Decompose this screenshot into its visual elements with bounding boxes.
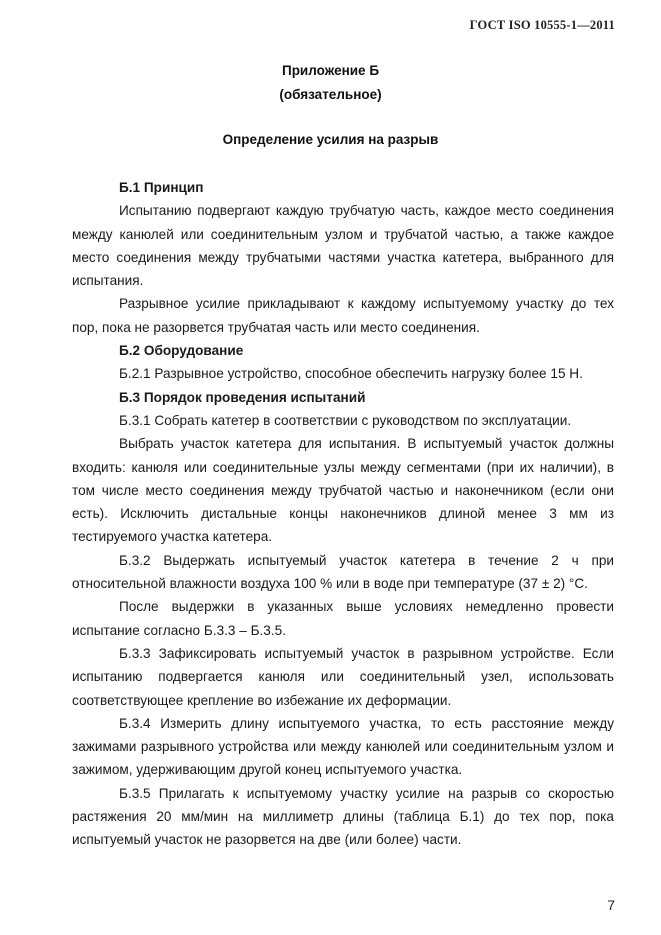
paragraph: Б.2.1 Разрывное устройство, способное обеспечить нагрузку более 15 Н. — [119, 366, 583, 382]
paragraph: Б.3.5 Прилагать к испытуемому участку усилие на разрыв со скоростью растяжения 20 мм/мин на миллиметр длины (таблица Б.1) до тех пор, пока испытуемый участок не разорвется на две (или более) части. — [72, 785, 614, 848]
paragraph: После выдержки в указанных выше условиях немедленно провести испытание согласно Б.3.3 – Б.3.5. — [72, 599, 614, 638]
document-body — [72, 176, 614, 852]
paragraph: Испытанию подвергают каждую трубчатую часть, каждое место соединения между канюлей или соединительным узлом и трубчатой частью, а также каждое место соединения между трубчатыми частями участка катетера, выбранного для испытания. — [72, 203, 614, 289]
appendix-title: Приложение Б — [281, 63, 380, 78]
section-heading-equipment: Б.2 Оборудование — [119, 343, 244, 359]
appendix-status: (обязательное) — [279, 87, 382, 102]
section-heading-procedure: Б.3 Порядок проведения испытаний — [119, 389, 366, 405]
paragraph: Б.3.4 Измерить длину испытуемого участка, то есть расстояние между зажимами разрывного устройства или между канюлей или соединительным узлом и зажимом, удерживающим другой конец испытуемого участка. — [72, 715, 614, 778]
page-number: 7 — [607, 897, 615, 913]
paragraph: Б.3.3 Зафиксировать испытуемый участок в разрывном устройстве. Если испытанию подвергается канюля или соединительный узел, использовать соответствующее крепление во избежание их деформации. — [72, 645, 614, 708]
paragraph: Выбрать участок катетера для испытания. В испытуемый участок должны входить: канюля или соединительные узлы между сегментами (при их наличии), в том числе место соединения между трубчатой частью и наконечником (если они есть). Исключить дистальные концы наконечников длиной менее 3 мм из тестируемого участка катетера. — [72, 436, 614, 545]
standard-code: ГОСТ ISO 10555-1—2011 — [469, 18, 615, 32]
section-heading-principle: Б.1 Принцип — [119, 180, 204, 195]
paragraph: Разрывное усилие прикладывают к каждому испытуемому участку до тех пор, пока не разорвется трубчатая часть или место соединения. — [72, 296, 614, 335]
appendix-subject: Определение усилия на разрыв — [222, 132, 439, 147]
paragraph: Б.3.1 Собрать катетер в соответствии с руководством по эксплуатации. — [119, 412, 572, 428]
paragraph: Б.3.2 Выдержать испытуемый участок катетера в течение 2 ч при относительной влажности воздуха 100 % или в воде при температуре (37 ± 2) °С. — [72, 552, 614, 592]
